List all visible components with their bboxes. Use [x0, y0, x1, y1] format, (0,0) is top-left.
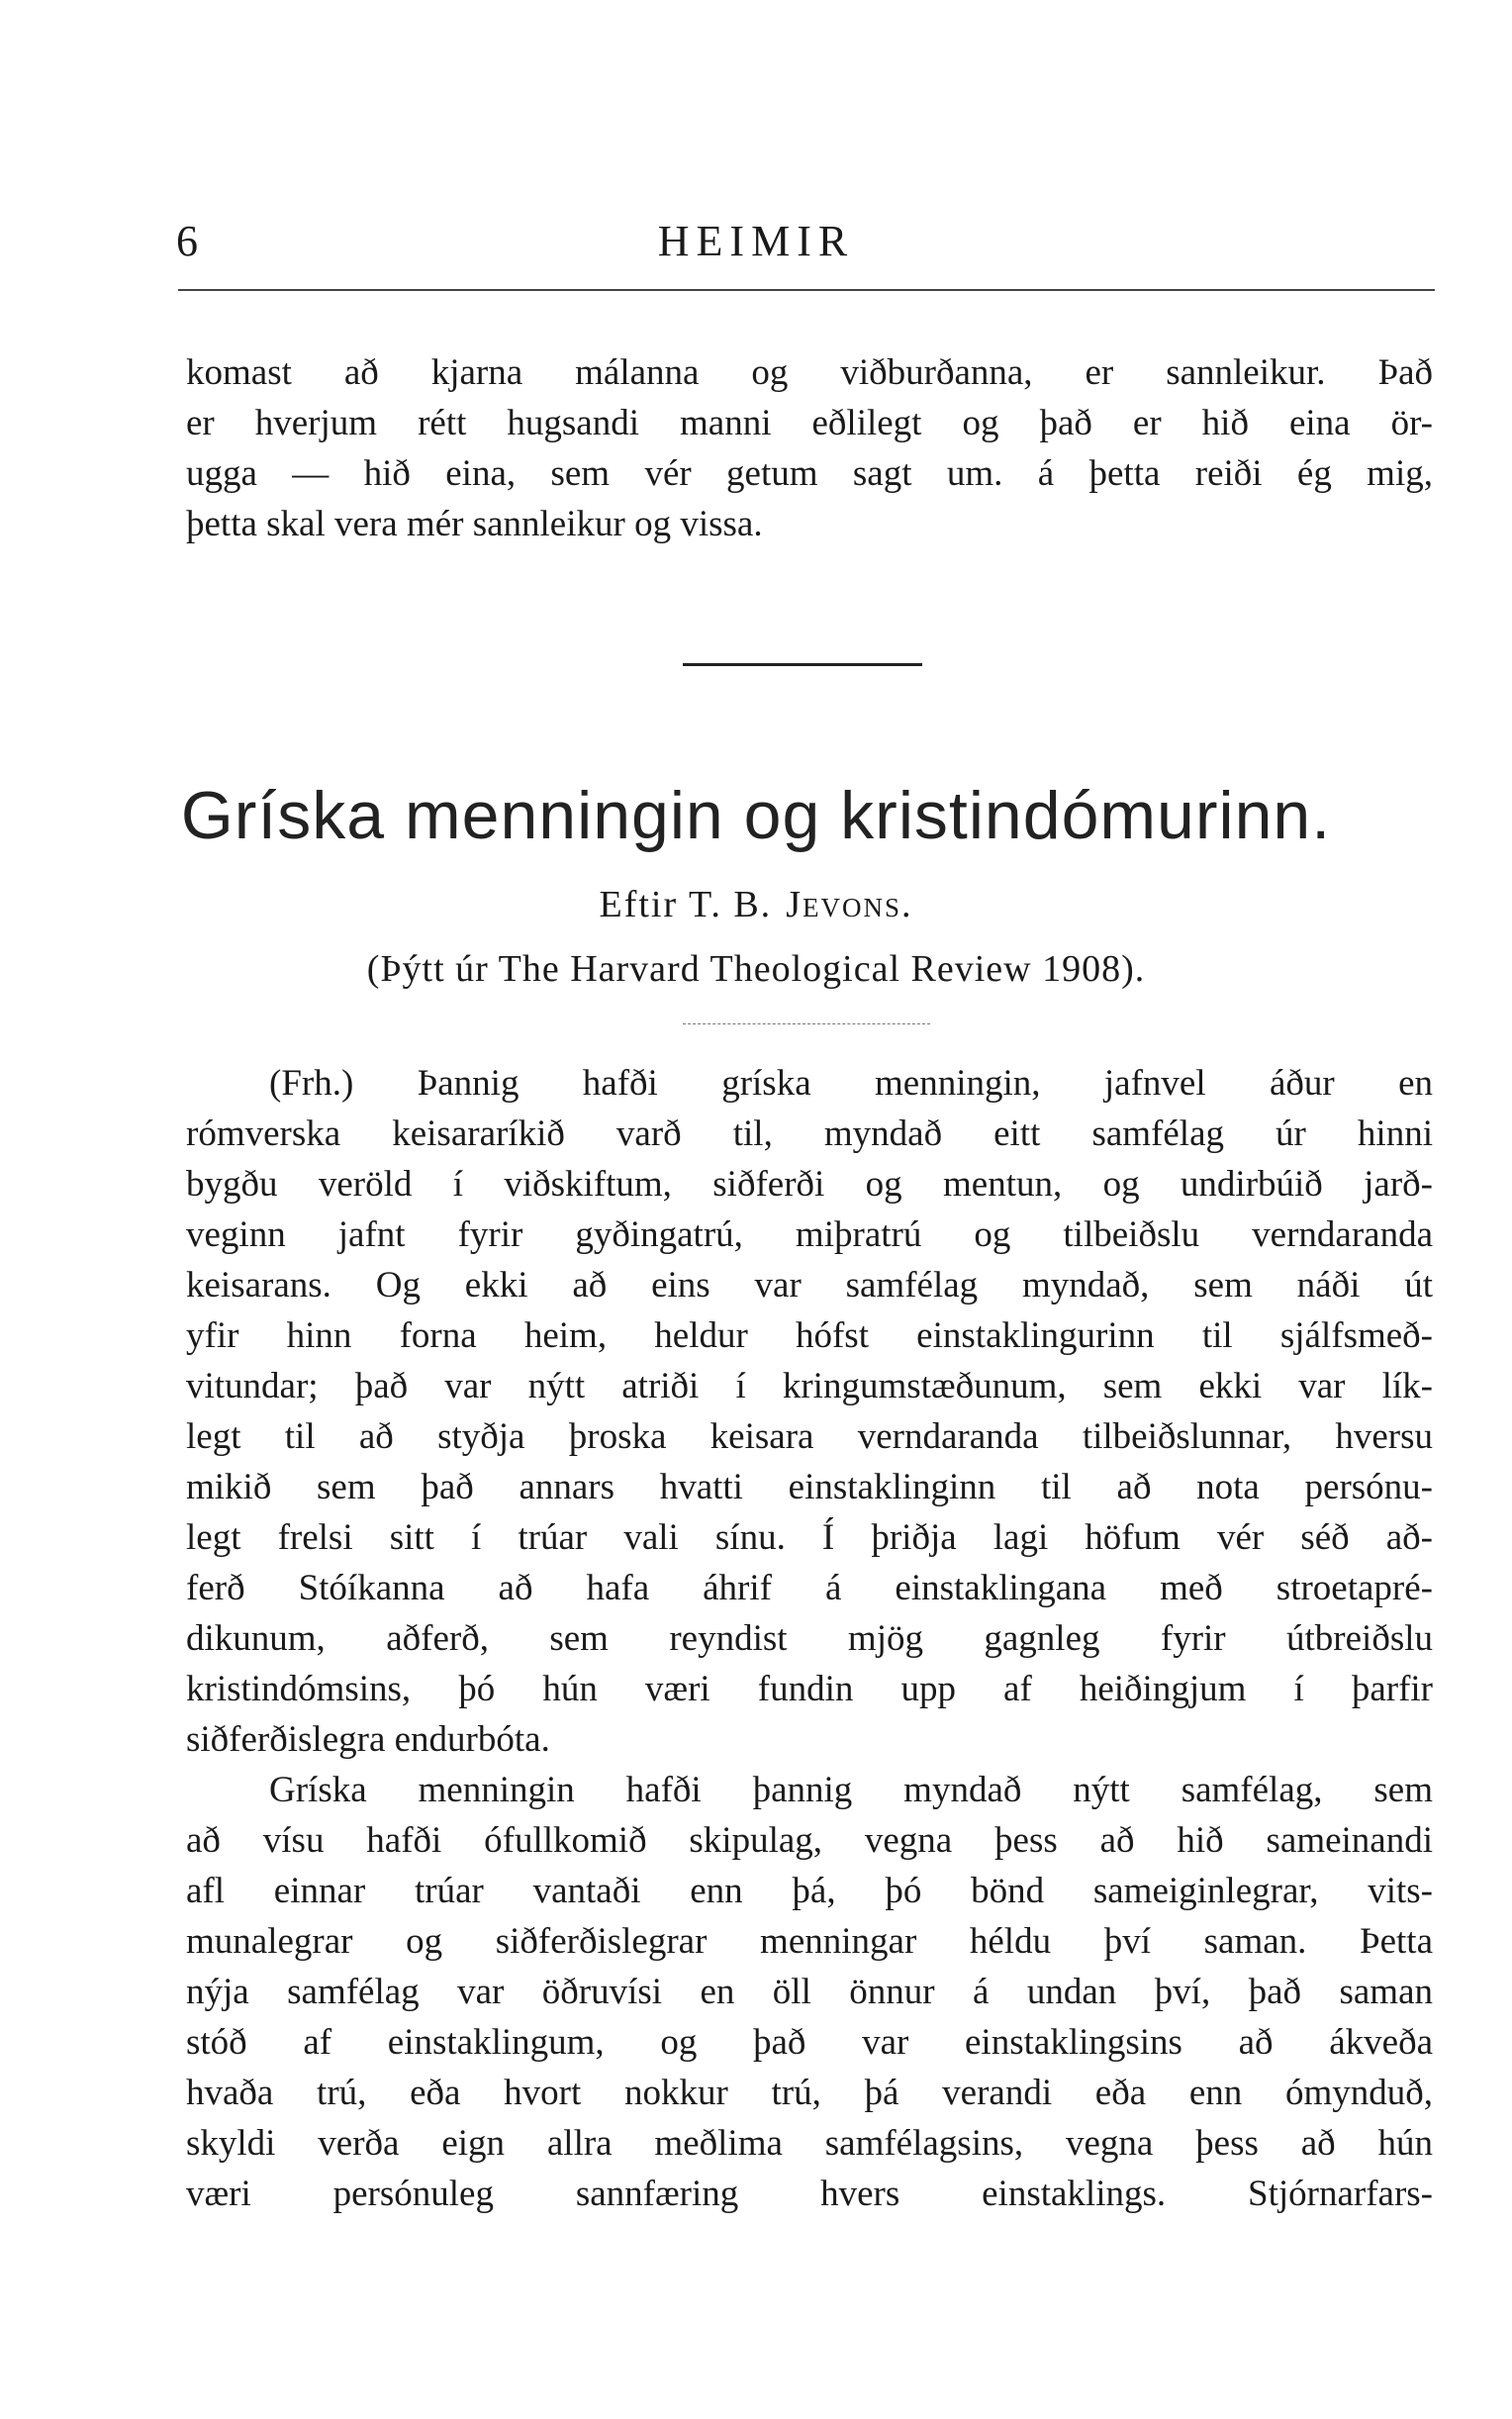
text-line: skyldi verða eign allra meðlima samfélagsins, vegna þess að hún	[186, 2123, 1433, 2164]
section-divider	[683, 663, 922, 666]
text-line: væri persónuleg sannfæring hvers einstaklings. Stjórnarfars-	[186, 2174, 1433, 2214]
text-line: hvaða trú, eða hvort nokkur trú, þá verandi eða enn ómynduð,	[186, 2073, 1433, 2113]
text-line: bygðu veröld í viðskiftum, siðferði og mentun, og undirbúið jarð-	[186, 1164, 1433, 1205]
text-line: afl einnar trúar vantaði enn þá, þó bönd sameiginlegrar, vits-	[186, 1871, 1433, 1911]
byline-prefix: Eftir T. B.	[599, 884, 773, 925]
text-line: veginn jafnt fyrir gyðingatrú, miþratrú og tilbeiðslu verndaranda	[186, 1214, 1433, 1255]
text-line: ferð Stóíkanna að hafa áhrif á einstaklingana með stroetapré-	[186, 1568, 1433, 1608]
article-title: Gríska menningin og kristindómurinn.	[180, 778, 1332, 853]
text-line: siðferðislegra endurbóta.	[186, 1719, 550, 1760]
text-line: stóð af einstaklingum, og það var einstaklingsins að ákveða	[186, 2022, 1433, 2063]
text-line: þetta skal vera mér sannleikur og vissa.	[186, 504, 763, 544]
header-rule	[178, 289, 1435, 291]
running-title: HEIMIR	[657, 217, 855, 265]
text-line: keisarans. Og ekki að eins var samfélag myndað, sem náði út	[186, 1265, 1433, 1306]
text-line: munalegrar og siðferðislegrar menningar héldu því saman. Þetta	[186, 1921, 1433, 1962]
text-line: rómverska keisararíkið varð til, myndað eitt samfélag úr hinni	[186, 1113, 1433, 1154]
byline-author: Jevons.	[786, 884, 913, 925]
text-line: komast að kjarna málanna og viðburðanna, er sannleikur. Það	[186, 352, 1433, 393]
text-line: nýja samfélag var öðruvísi en öll önnur á undan því, það saman	[186, 1972, 1433, 2012]
article-byline	[0, 886, 1512, 923]
text-line: dikunum, aðferð, sem reyndist mjög gagnleg fyrir útbreiðslu	[186, 1618, 1433, 1659]
text-line: yfir hinn forna heim, heldur hófst einstaklingurinn til sjálfsmeð-	[186, 1315, 1433, 1356]
page-number: 6	[176, 217, 198, 265]
text-line: legt til að styðja þroska keisara verndaranda tilbeiðslunnar, hversu	[186, 1416, 1433, 1457]
text-line: (Frh.) Þannig hafði gríska menningin, jafnvel áður en	[269, 1063, 1433, 1104]
heading-divider	[683, 1023, 930, 1024]
text-line: að vísu hafði ófullkomið skipulag, vegna þess að hið sameinandi	[186, 1820, 1433, 1861]
text-line: ugga — hið eina, sem vér getum sagt um. á þetta reiði ég mig,	[186, 453, 1433, 494]
article-source: (Þýtt úr The Harvard Theological Review 1908).	[366, 948, 1146, 990]
text-line: kristindómsins, þó hún væri fundin upp af heiðingjum í þarfir	[186, 1669, 1433, 1709]
text-line: mikið sem það annars hvatti einstaklinginn til að nota persónu-	[186, 1467, 1433, 1507]
text-line: vitundar; það var nýtt atriði í kringumstæðunum, sem ekki var lík-	[186, 1366, 1433, 1406]
text-line: legt frelsi sitt í trúar vali sínu. Í þriðja lagi höfum vér séð að-	[186, 1517, 1433, 1558]
text-line: Gríska menningin hafði þannig myndað nýtt samfélag, sem	[269, 1770, 1433, 1810]
text-line: er hverjum rétt hugsandi manni eðlilegt og það er hið eina ör-	[186, 403, 1433, 443]
